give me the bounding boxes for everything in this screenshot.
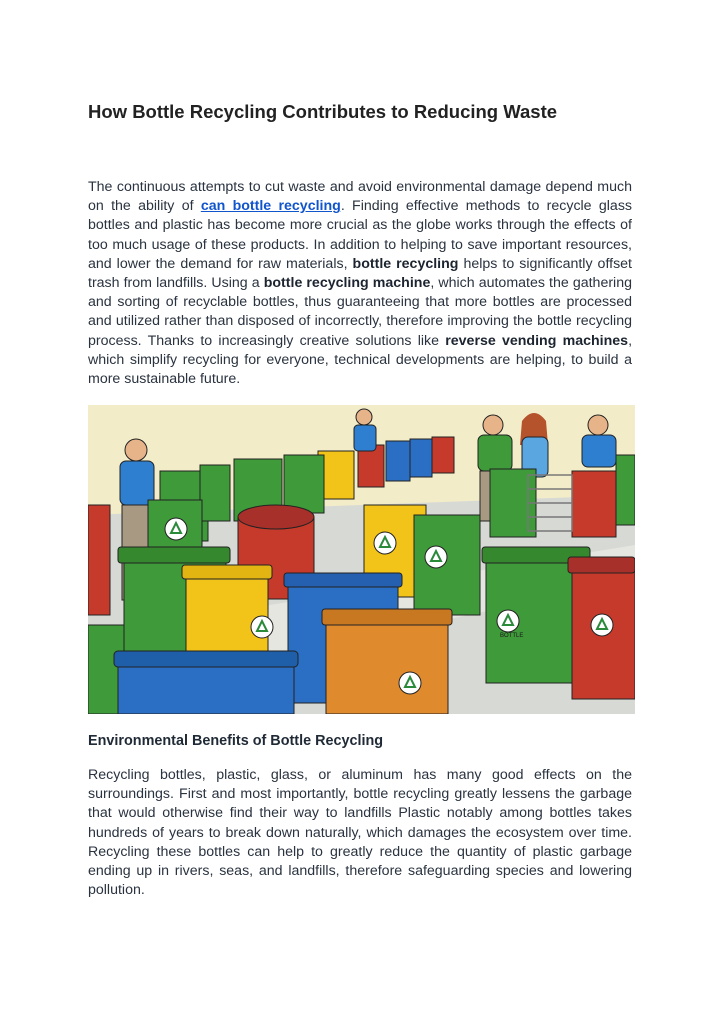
recycling-bins-illustration (88, 405, 635, 714)
person-right-woman (520, 413, 548, 477)
section-paragraph: Recycling bottles, plastic, glass, or aluminum has many good effects on the surroundings. First and most importantly, bottle recycling greatly lessens the garbage that would otherwise find their way to landfills Plastic notably among bottles takes hundreds of years to break down naturally, which damages the ecosystem over time. Recycling these bottles can help to greatly reduce the quantity of plastic garbage ending up in rivers, seas, and landfills, therefore safeguarding species and lowering pollution. (88, 767, 632, 899)
section-heading: Environmental Benefits of Bottle Recycling (88, 733, 384, 749)
can-bottle-recycling-link[interactable]: can bottle recycling (200, 198, 341, 215)
intro-text: . Finding effective methods to recycle glass bottles and plastic has become more crucial as the globe works through the effects of too much usage of these products. In addition to helping to save important resources, and lower the demand for raw materials, (88, 198, 633, 272)
article-title: How Bottle Recycling Contributes to Reducing Waste (88, 101, 558, 122)
intro-paragraph (88, 178, 632, 389)
bin-label: BOTTLE (500, 633, 524, 639)
bold-term: bottle recycling machine (263, 275, 431, 292)
intro-text: helps to significantly offset trash from landfills. Using a (88, 255, 633, 292)
intro-text: , which automates the gathering and sorting of recyclable bottles, thus guaranteeing that more bottles are processed and utilized rather than disposed of incorrectly, therefore improving the bottle recycling process. Thanks to increasingly creative solutions like (88, 275, 632, 349)
illustration-svg (88, 405, 635, 714)
intro-text: , which simplify recycling for everyone, technical developments are helping, to build a more sustainable future. (88, 332, 633, 388)
bold-term: bottle recycling (352, 255, 459, 272)
bold-term: reverse vending machines (445, 332, 629, 349)
intro-text: The continuous attempts to cut waste and avoid environmental damage depend much on the ability of (88, 179, 632, 215)
